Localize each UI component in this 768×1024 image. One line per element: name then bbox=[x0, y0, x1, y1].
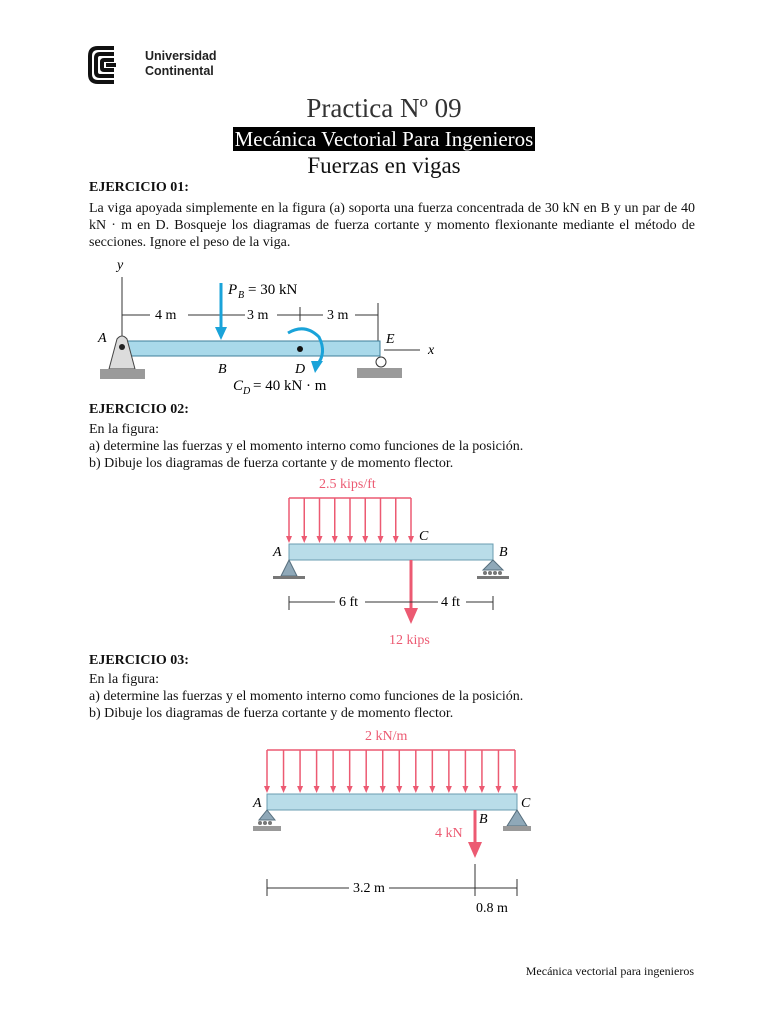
svg-text:= 30 kN: = 30 kN bbox=[248, 282, 298, 298]
beam-3 bbox=[267, 794, 517, 810]
ex2-line2: a) determine las fuerzas y el momento interno como funciones de la posición. bbox=[89, 439, 524, 454]
load-arrow-head bbox=[462, 786, 468, 793]
load-arrow-head bbox=[413, 786, 419, 793]
ex3-line1: En la figura: bbox=[89, 672, 159, 687]
load-arrow-head bbox=[330, 786, 336, 793]
ex2-line1: En la figura: bbox=[89, 422, 159, 437]
load-arrow-head bbox=[396, 786, 402, 793]
ex3-dim-3-2m: 3.2 m bbox=[353, 881, 385, 896]
ex3-force-label: 4 kN bbox=[435, 826, 463, 841]
load-arrow-head bbox=[380, 786, 386, 793]
ex2-load-label: 2.5 kips/ft bbox=[319, 477, 376, 492]
y-axis-label: y bbox=[117, 258, 124, 273]
logo-line1: Universidad bbox=[145, 49, 217, 63]
load-arrow-head bbox=[495, 786, 501, 793]
svg-text:D: D bbox=[243, 386, 251, 397]
dim-3m-a: 3 m bbox=[247, 308, 269, 323]
beam-2 bbox=[289, 544, 493, 560]
ex3-label-B: B bbox=[479, 812, 488, 827]
ex2-line3: b) Dibuje los diagramas de fuerza cortante y de momento flector. bbox=[89, 456, 454, 471]
load-arrow-head bbox=[393, 536, 399, 543]
logo-line2: Continental bbox=[145, 64, 214, 78]
load-arrow-head bbox=[332, 536, 338, 543]
ex3-line2: a) determine las fuerzas y el momento interno como funciones de la posición. bbox=[89, 689, 524, 704]
x-axis-label: x bbox=[428, 343, 435, 358]
label-E: E bbox=[386, 332, 395, 347]
ex2-label-C: C bbox=[419, 529, 429, 544]
ex3-distributed-load bbox=[264, 750, 518, 793]
load-arrow-head bbox=[362, 536, 368, 543]
load-arrow-head bbox=[347, 536, 353, 543]
ex3-label-C: C bbox=[521, 796, 531, 811]
load-arrow-head bbox=[264, 786, 270, 793]
dim-4m: 4 m bbox=[155, 308, 177, 323]
ex3-dim-0-8m: 0.8 m bbox=[476, 901, 508, 916]
load-arrow-head bbox=[512, 786, 518, 793]
label-D: D bbox=[295, 362, 306, 377]
label-A: A bbox=[98, 331, 107, 346]
ex1-heading: EJERCICIO 01: bbox=[89, 180, 189, 195]
svg-text:B: B bbox=[238, 290, 245, 301]
load-arrow-head bbox=[317, 536, 323, 543]
ex2-figure bbox=[265, 472, 515, 652]
ex3-label-A: A bbox=[253, 796, 262, 811]
cd-label: C bbox=[233, 378, 244, 394]
ex2-dim-6ft: 6 ft bbox=[339, 595, 359, 610]
ex3-line3: b) Dibuje los diagramas de fuerza cortante y de momento flector. bbox=[89, 706, 454, 721]
ex3-heading: EJERCICIO 03: bbox=[89, 653, 189, 668]
dim-3m-b: 3 m bbox=[327, 308, 349, 323]
topic-title: Fuerzas en vigas bbox=[307, 153, 461, 178]
subject-title: Mecánica Vectorial Para Ingenieros bbox=[234, 127, 534, 151]
ex1-text: La viga apoyada simplemente en la figura (a) soporta una fuerza concentrada de 30 kN en B y un par de 40 kN · m en D. Bosqueje los diagramas de fuerza cortante y momento flexionante mediante el método de secciones. Ignore el peso de la viga. bbox=[89, 201, 695, 250]
load-arrow-head bbox=[446, 786, 452, 793]
page-title: Practica Nº 09 bbox=[306, 93, 462, 123]
load-arrow-head bbox=[408, 536, 414, 543]
beam-1 bbox=[122, 341, 380, 356]
page-footer: Mecánica vectorial para ingenieros bbox=[525, 964, 694, 978]
ex1-figure bbox=[95, 255, 455, 400]
ex2-dim-4ft: 4 ft bbox=[441, 595, 461, 610]
load-arrow-head bbox=[378, 536, 384, 543]
ex2-distributed-load bbox=[286, 498, 414, 543]
pb-label: P bbox=[228, 282, 238, 298]
load-arrow-head bbox=[479, 786, 485, 793]
ex2-heading: EJERCICIO 02: bbox=[89, 402, 189, 417]
load-arrow-head bbox=[286, 536, 292, 543]
load-arrow-head bbox=[297, 786, 303, 793]
load-arrow-head bbox=[281, 786, 287, 793]
load-arrow-head bbox=[347, 786, 353, 793]
load-arrow-head bbox=[314, 786, 320, 793]
label-B: B bbox=[218, 362, 227, 377]
load-arrow-head bbox=[429, 786, 435, 793]
logo-text bbox=[145, 49, 217, 79]
ex3-load-label: 2 kN/m bbox=[365, 729, 408, 744]
svg-text:= 40 kN · m: = 40 kN · m bbox=[253, 378, 327, 394]
ex2-label-A: A bbox=[273, 545, 282, 560]
load-arrow-head bbox=[301, 536, 307, 543]
ex2-label-B: B bbox=[499, 545, 508, 560]
ex2-force-label: 12 kips bbox=[389, 633, 430, 648]
load-arrow-head bbox=[363, 786, 369, 793]
ex3-figure bbox=[245, 724, 545, 920]
